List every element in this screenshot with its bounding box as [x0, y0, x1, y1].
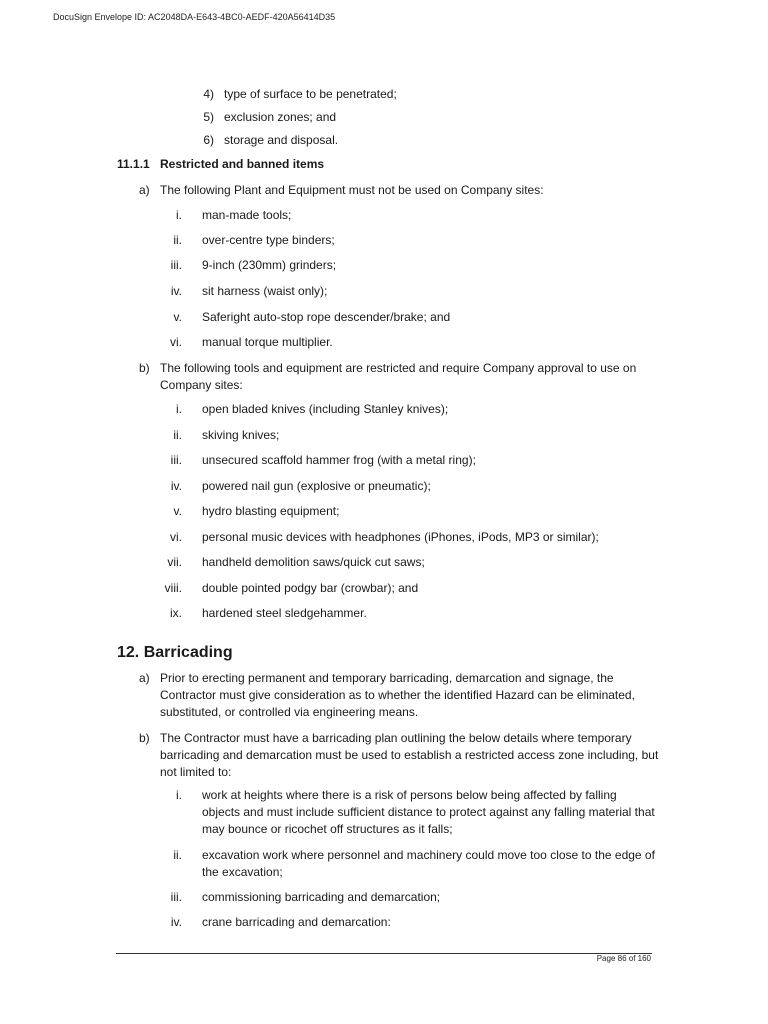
list-item-text: type of surface to be penetrated; — [224, 87, 397, 101]
list-item-text: handheld demolition saws/quick cut saws; — [202, 555, 425, 569]
roman-numeral: iii. — [170, 453, 182, 467]
list-item-text: powered nail gun (explosive or pneumatic); — [202, 479, 431, 493]
list-item-text: man-made tools; — [202, 208, 292, 222]
list-item-text: crane barricading and demarcation: — [202, 915, 391, 929]
roman-numeral: viii. — [164, 581, 182, 595]
roman-numeral: vi. — [170, 530, 182, 544]
roman-numeral: v. — [173, 504, 182, 518]
paragraph-text: Company sites: — [160, 378, 243, 392]
list-item-text: manual torque multiplier. — [202, 335, 333, 349]
list-item-text: may bounce or ricochet off structures as it falls; — [202, 822, 453, 836]
list-item-text: open bladed knives (including Stanley knives); — [202, 402, 449, 416]
subsection-title: Restricted and banned items — [160, 157, 325, 171]
list-item-text: excavation work where personnel and machinery could move too close to the edge of — [202, 848, 655, 862]
roman-numeral: iv. — [170, 915, 182, 929]
roman-numeral: i. — [176, 788, 182, 802]
list-item-text: commissioning barricading and demarcation; — [202, 890, 441, 904]
list-item-text: the excavation; — [202, 865, 283, 879]
list-item-text: unsecured scaffold hammer frog (with a metal ring); — [202, 453, 476, 467]
paragraph-text: substituted, or controlled via engineering means. — [160, 705, 419, 719]
paragraph-text: Contractor must give consideration as to whether the identified Hazard can be eliminated, — [160, 688, 635, 702]
list-item-text: Saferight auto-stop rope descender/brake; and — [202, 310, 451, 324]
roman-numeral: iii. — [170, 258, 182, 272]
paragraph-text: not limited to: — [160, 765, 232, 779]
roman-numeral: iv. — [170, 284, 182, 298]
list-item-number: 6) — [203, 133, 214, 147]
roman-numeral: ii. — [173, 428, 182, 442]
list-item-text: work at heights where there is a risk of persons below being affected by falling — [202, 788, 617, 802]
list-item-number: 5) — [203, 110, 214, 124]
subsection-number: 11.1.1 — [117, 157, 150, 171]
paragraph-label: a) — [139, 671, 150, 685]
paragraph-label: b) — [139, 731, 150, 745]
footer-rule — [116, 953, 652, 954]
list-item-text: storage and disposal. — [224, 133, 339, 147]
list-item-number: 4) — [203, 87, 214, 101]
list-item-text: personal music devices with headphones (iPhones, iPods, MP3 or similar); — [202, 530, 599, 544]
roman-numeral: v. — [173, 310, 182, 324]
section-heading: 12. Barricading — [117, 644, 233, 661]
paragraph-label: a) — [139, 183, 150, 197]
list-item-text: skiving knives; — [202, 428, 280, 442]
roman-numeral: ix. — [170, 606, 182, 620]
paragraph-text: barricading and demarcation must be used to establish a restricted access zone including, but — [160, 748, 659, 762]
paragraph-text: The following tools and equipment are restricted and require Company approval to use on — [160, 361, 637, 375]
roman-numeral: vi. — [170, 335, 182, 349]
list-item-text: 9-inch (230mm) grinders; — [202, 258, 337, 272]
docusign-envelope-id: DocuSign Envelope ID: AC2048DA-E643-4BC0-AEDF-420A56414D35 — [53, 12, 336, 22]
roman-numeral: iii. — [170, 890, 182, 904]
list-item-text: double pointed podgy bar (crowbar); and — [202, 581, 419, 595]
list-item-text: objects and must include sufficient distance to protect against any falling material that — [202, 805, 655, 819]
roman-numeral: iv. — [170, 479, 182, 493]
list-item-text: over-centre type binders; — [202, 233, 335, 247]
roman-numeral: i. — [176, 402, 182, 416]
list-item-text: hardened steel sledgehammer. — [202, 606, 367, 620]
list-item-text: hydro blasting equipment; — [202, 504, 340, 518]
paragraph-text: Prior to erecting permanent and temporary barricading, demarcation and signage, the — [160, 671, 614, 685]
paragraph-label: b) — [139, 361, 150, 375]
roman-numeral: ii. — [173, 848, 182, 862]
list-item-text: sit harness (waist only); — [202, 284, 328, 298]
paragraph-text: The Contractor must have a barricading plan outlining the below details where temporary — [160, 731, 632, 745]
page-number: Page 86 of 160 — [596, 954, 651, 963]
roman-numeral: i. — [176, 208, 182, 222]
list-item-text: exclusion zones; and — [224, 110, 337, 124]
paragraph-text: The following Plant and Equipment must not be used on Company sites: — [160, 183, 544, 197]
roman-numeral: vii. — [167, 555, 182, 569]
roman-numeral: ii. — [173, 233, 182, 247]
